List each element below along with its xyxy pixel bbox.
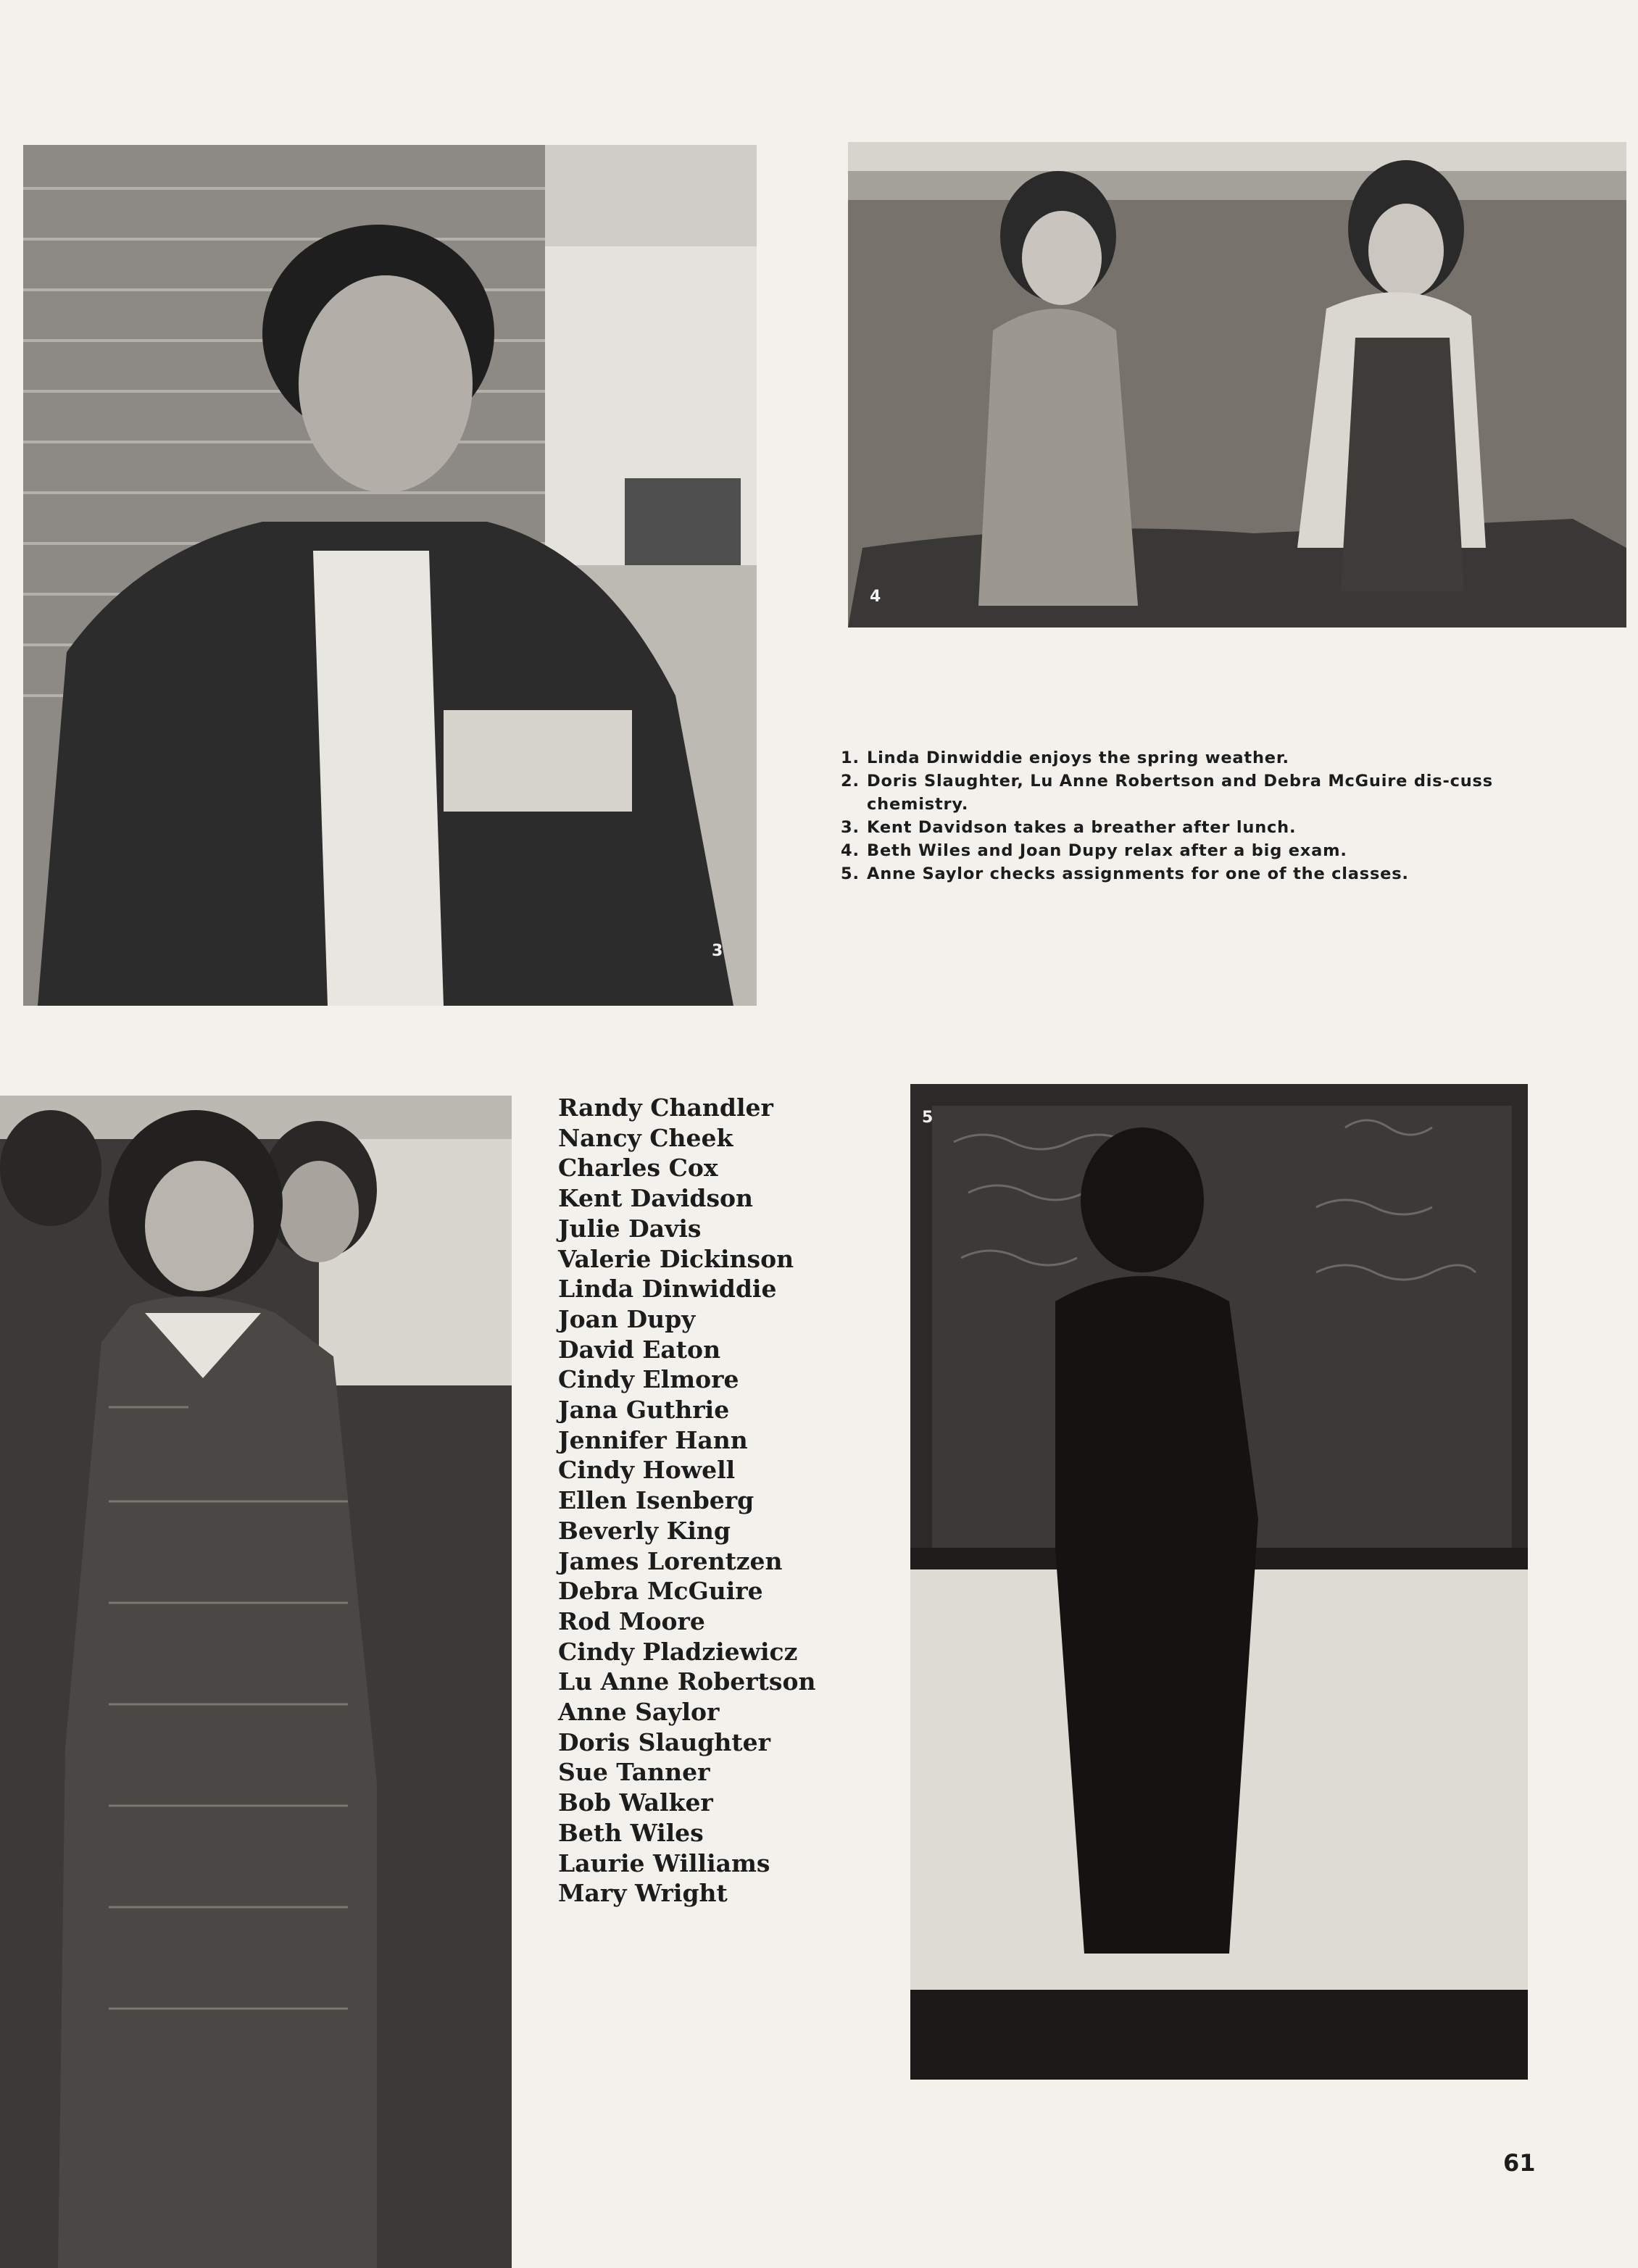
- student-name: Beverly King: [558, 1516, 731, 1545]
- student-name: Lu Anne Robertson: [558, 1667, 816, 1696]
- student-name: Rod Moore: [558, 1606, 705, 1635]
- student-name: Mary Wright: [558, 1879, 728, 1908]
- student-name: Anne Saylor: [558, 1698, 720, 1727]
- student-name: David Eaton: [558, 1335, 721, 1364]
- student-name: Doris Slaughter: [558, 1727, 771, 1756]
- photo-number: 4: [870, 588, 881, 606]
- photo-number: 3: [712, 942, 723, 960]
- photo-anne-saylor-chalkboard: [910, 1084, 1528, 2080]
- photo-kent-davidson: [23, 145, 757, 1006]
- page-number: 61: [1503, 2149, 1536, 2177]
- student-name: Linda Dinwiddie: [558, 1275, 777, 1304]
- student-name: Laurie Williams: [558, 1848, 770, 1877]
- student-name: Sue Tanner: [558, 1758, 710, 1787]
- student-name: Cindy Elmore: [558, 1365, 739, 1394]
- student-name: Nancy Cheek: [558, 1123, 733, 1152]
- student-name: Joan Dupy: [558, 1304, 696, 1333]
- student-name: Debra McGuire: [558, 1577, 763, 1606]
- caption-item: 1. Linda Dinwiddie enjoys the spring weather.: [841, 749, 1289, 767]
- student-name: Randy Chandler: [558, 1093, 773, 1122]
- caption-item: 3. Kent Davidson takes a breather after lunch.: [841, 818, 1297, 837]
- student-name: Valerie Dickinson: [558, 1244, 794, 1273]
- caption-item: 5. Anne Saylor checks assignments for one of the classes.: [841, 864, 1409, 883]
- student-name: Cindy Pladziewicz: [558, 1637, 798, 1666]
- student-name: Julie Davis: [558, 1214, 702, 1243]
- photo-captions: [841, 746, 1529, 885]
- student-name: Jana Guthrie: [558, 1396, 730, 1425]
- student-name-list: [558, 1093, 815, 1909]
- student-name: James Lorentzen: [558, 1546, 783, 1575]
- student-name: Ellen Isenberg: [558, 1486, 754, 1515]
- photo-beth-wiles-joan-dupy: [848, 142, 1626, 628]
- photo-number: 5: [922, 1109, 934, 1127]
- student-name: Beth Wiles: [558, 1818, 704, 1847]
- caption-item: 4. Beth Wiles and Joan Dupy relax after a big exam.: [841, 841, 1347, 860]
- student-name: Jennifer Hann: [558, 1425, 748, 1454]
- student-name: Cindy Howell: [558, 1456, 736, 1485]
- photo-group-girls: [0, 1096, 512, 2268]
- caption-item: 2. Doris Slaughter, Lu Anne Robertson and Debra McGuire dis-cuss chemistry.: [841, 772, 1493, 814]
- student-name: Kent Davidson: [558, 1184, 754, 1213]
- student-name: Bob Walker: [558, 1788, 713, 1817]
- student-name: Charles Cox: [558, 1154, 718, 1183]
